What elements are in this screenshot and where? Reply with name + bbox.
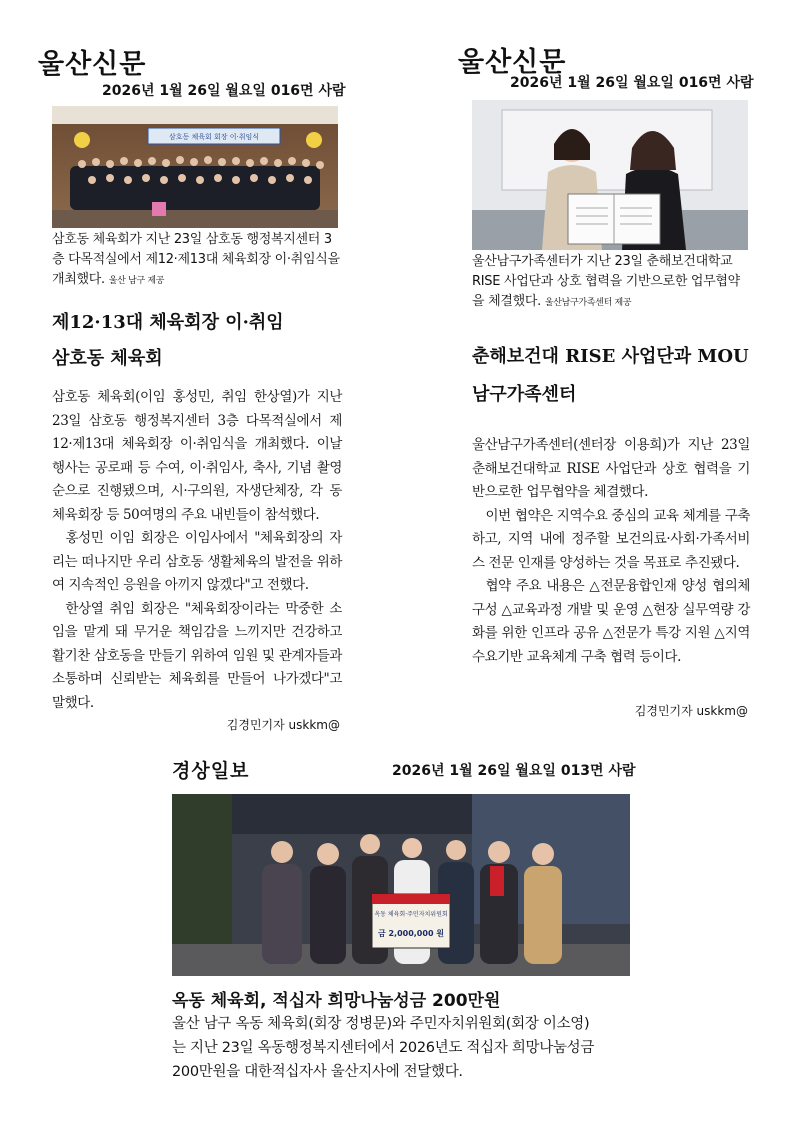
right-subhead: 남구가족센터 (472, 384, 577, 405)
bottom-photo-board-line: 옥동 체육회·주민자치위원회 (374, 911, 448, 918)
bottom-masthead: 경상일보 (172, 760, 250, 782)
bottom-title: 옥동 체육회, 적십자 희망나눔성금 200만원 (172, 991, 501, 1011)
right-caption (472, 252, 752, 313)
left-subhead: 삼호동 체육회 (52, 348, 163, 369)
right-body (472, 434, 750, 669)
bottom-photo (172, 794, 630, 976)
right-caption-text: 울산남구가족센터가 지난 23일 춘해보건대학교 RISE 사업단과 상호 협력을 기반으로한 업무협약을 체결했다. (472, 254, 740, 309)
bottom-body-line: 200만원을 대한적십자사 울산지사에 전달했다. (172, 1064, 463, 1080)
right-headline: 춘해보건대 RISE 사업단과 MOU (472, 346, 749, 367)
left-dateline: 2026년 1월 26일 월요일 016면 사람 (102, 83, 346, 99)
left-photo (52, 106, 338, 228)
right-paragraph: 협약 주요 내용은 △전문융합인재 양성 협의체 구성 △교육과정 개발 및 운영 △현장 실무역량 강화를 위한 인프라 공유 △전문가 특강 지원 △지역수요기반 교육체계 구축 협력 등이다. (472, 578, 750, 665)
bottom-dateline: 2026년 1월 26일 월요일 013면 사람 (392, 763, 636, 779)
right-masthead: 울산신문 (458, 47, 567, 78)
bottom-photo-board-amount: 금 2,000,000 원 (377, 929, 445, 938)
bottom-body-line: 는 지난 23일 옥동행정복지센터에서 2026년도 적십자 희망나눔성금 (172, 1040, 595, 1056)
right-paragraph: 이번 협약은 지역수요 중심의 교육 체계를 구축하고, 지역 내에 정주할 보건의료·사회·가족서비스 전문 인재를 양성하는 것을 목표로 추진됐다. (472, 507, 750, 571)
left-masthead: 울산신문 (38, 49, 147, 80)
left-caption-credit: 울산 남구 제공 (108, 276, 165, 286)
left-body (52, 386, 342, 715)
bottom-body-line: 울산 남구 옥동 체육회(회장 정병문)와 주민자치위원회(회장 이소영) (172, 1016, 590, 1032)
left-paragraph: 삼호동 체육회(이임 홍성민, 취임 한상열)가 지난 23일 삼호동 행정복지센터 3층 다목적실에서 제12·제13대 체육회장 이·취임식을 개최했다. 이날 행사는 공로패 등 수여, 이·취임사, 축사, 기념 촬영 순으로 진행됐으며, 시·구의원, 자생단체장, 각 동 체육회장 등 50여명의 주요 내빈들이 참석했다. (52, 389, 342, 523)
left-caption (52, 230, 340, 291)
left-paragraph: 홍성민 이임 회장은 이임사에서 "체육회장의 자리는 떠나지만 우리 삼호동 생활체육의 발전을 위하여 지속적인 응원을 아끼지 않겠다"고 전했다. (52, 530, 342, 593)
bottom-body (172, 1012, 642, 1084)
left-byline: 김경민기자 uskkm@ (226, 718, 340, 732)
right-photo (472, 100, 748, 250)
left-headline: 제12·13대 체육회장 이·취임 (52, 312, 284, 333)
right-paragraph: 울산남구가족센터(센터장 이용희)가 지난 23일 춘해보건대학교 RISE 사업단과 상호 협력을 기반으로한 업무협약을 체결했다. (472, 437, 750, 500)
left-paragraph: 한상열 취임 회장은 "체육회장이라는 막중한 소임을 맡게 돼 무거운 책임감을 느끼지만 건강하고 활기찬 삼호동을 만들기 위하여 임원 및 관계자들과 소통하며 신뢰받는 체육회를 만들어 나가겠다"고 말했다. (52, 600, 342, 711)
right-dateline: 2026년 1월 26일 월요일 016면 사람 (510, 75, 754, 91)
right-caption-credit: 울산남구가족센터 제공 (544, 298, 632, 308)
right-byline: 김경민기자 uskkm@ (634, 704, 748, 718)
left-caption-text: 삼호동 체육회가 지난 23일 삼호동 행정복지센터 3층 다목적실에서 제12·제13대 체육회장 이·취임식을 개최했다. (52, 232, 340, 287)
left-photo-banner: 삼호동 체육회 회장 이·취임식 (168, 133, 260, 141)
